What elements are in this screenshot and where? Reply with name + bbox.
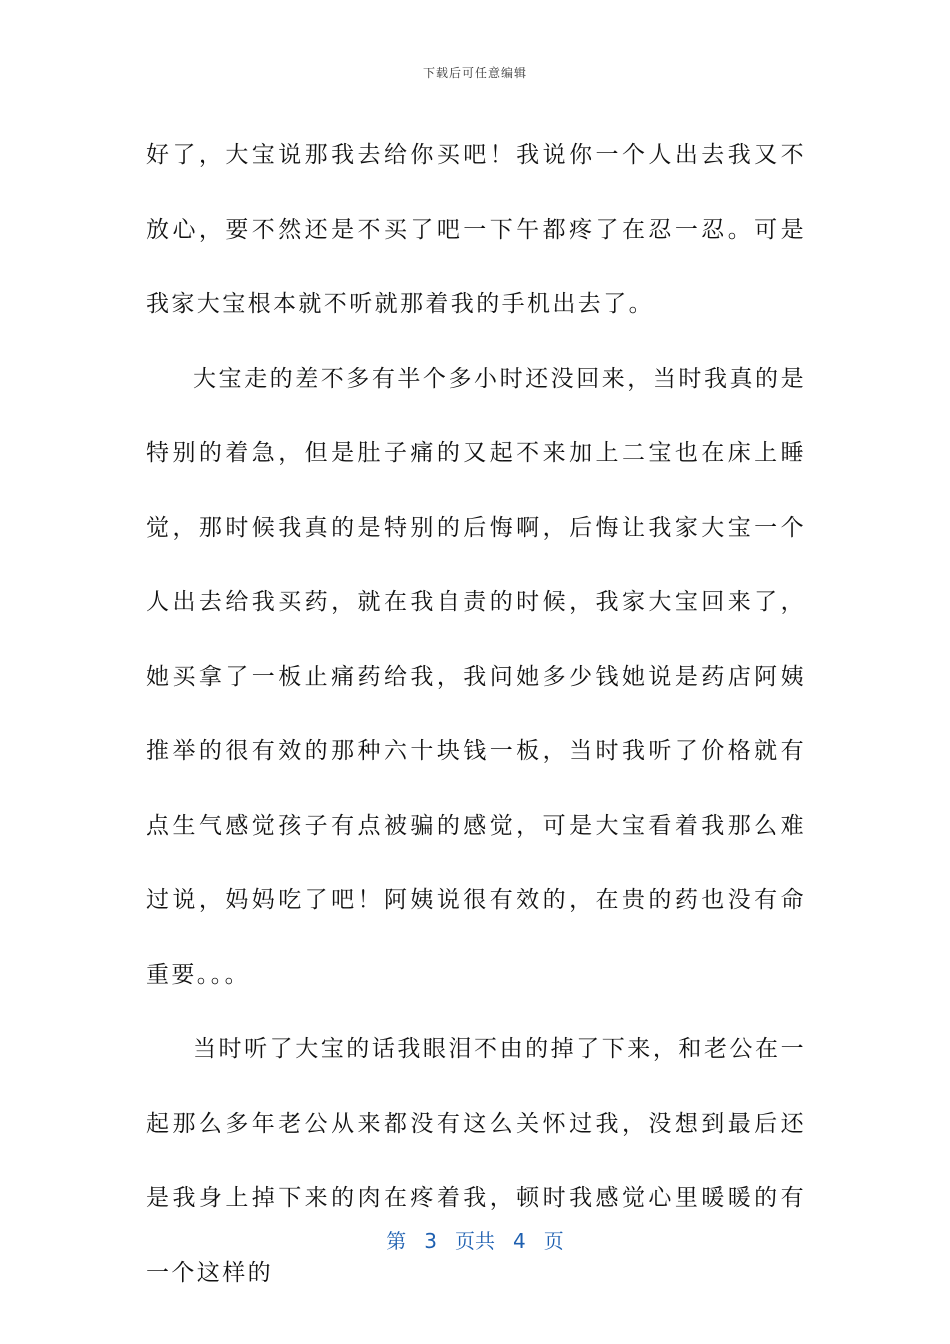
paragraph-1: 好了，大宝说那我去给你买吧！我说你一个人出去我又不放心，要不然还是不买了吧一下午都疼了在忍一忍。可是我家大宝根本就不听就那着我的手机出去了。	[146, 142, 806, 317]
footer-suffix: 页	[543, 1229, 564, 1253]
paragraph-3: 当时听了大宝的话我眼泪不由的掉了下来，和老公在一起那么多年老公从来都没有这么关怀过我，没想到最后还是我身上掉下来的肉在疼着我，顿时我感觉心里暖暖的有一个这样的	[146, 1036, 806, 1286]
header-note: 下载后可任意编辑	[422, 66, 527, 80]
paragraph-2: 大宝走的差不多有半个多小时还没回来，当时我真的是特别的着急，但是肚子痛的又起不来加上二宝也在床上睡觉，那时候我真的是特别的后悔啊，后悔让我家大宝一个人出去给我买药，就在我自责的时候，我家大宝回来了，她买拿了一板止痛药给我，我问她多少钱她说是药店阿姨推举的很有效的那种六十块钱一板，当时我听了价格就有点生气感觉孩子有点被骗的感觉，可是大宝看着我那么难过说，妈妈吃了吧！阿姨说很有效的，在贵的药也没有命重要。。。	[146, 365, 806, 988]
footer-current-page: 3	[424, 1229, 437, 1253]
footer-prefix: 第	[386, 1229, 407, 1253]
document-body	[146, 118, 806, 1310]
page-footer	[0, 1225, 950, 1254]
footer-total-pages: 4	[513, 1229, 526, 1253]
footer-middle: 页共	[455, 1229, 495, 1253]
